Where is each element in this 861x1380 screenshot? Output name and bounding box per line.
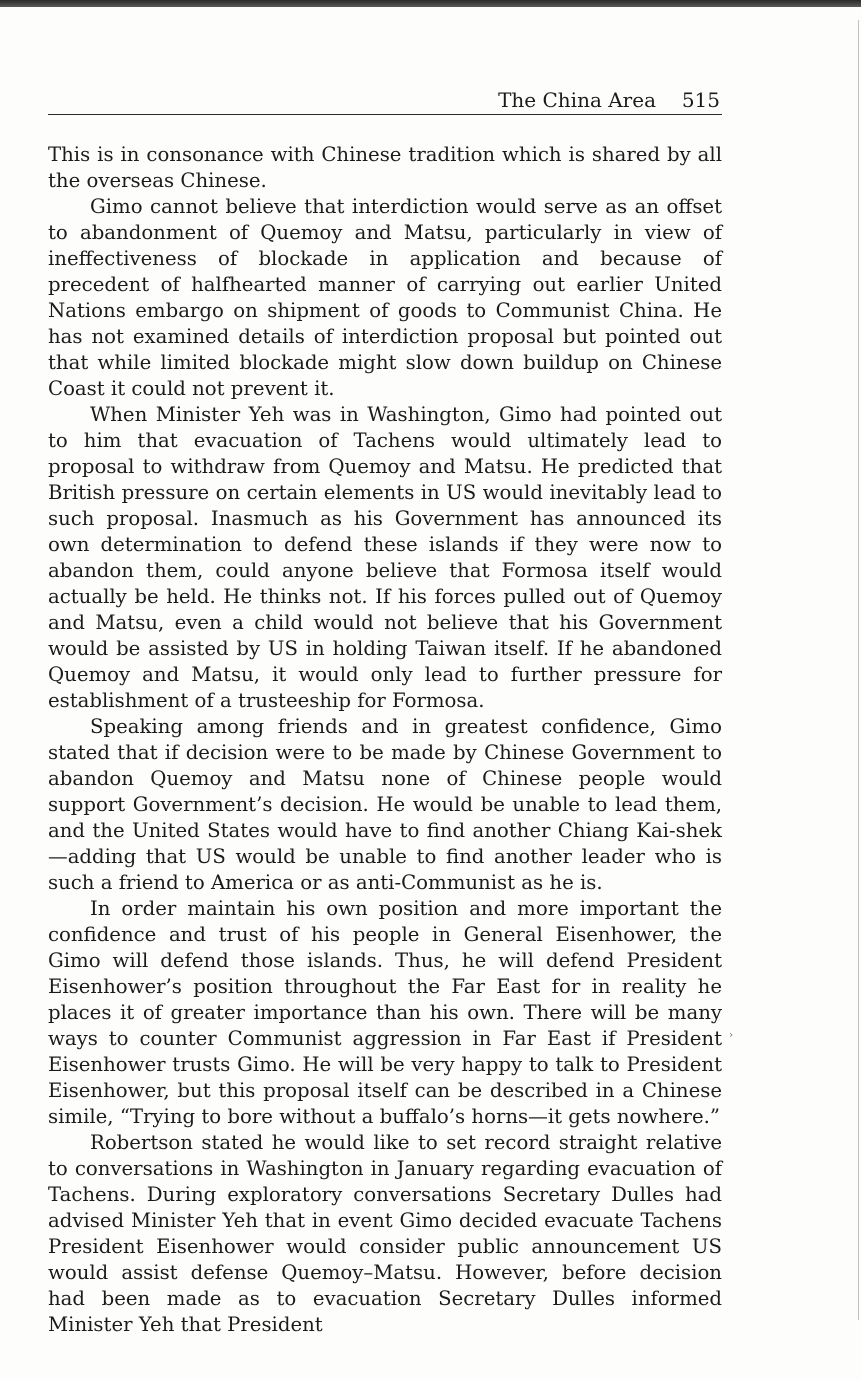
paragraph-3: When Minister Yeh was in Washington, Gimo had pointed out to him that evacuation of Tachens would ultimately lead to proposal to withdraw from Quemoy and Matsu. He predicted that British pressure on certain elements in US would inevitably lead to such proposal. Inasmuch as his Government has announced its own determination to defend these islands if they were now to abandon them, could anyone believe that Formosa itself would actually be held. He thinks not. If his forces pulled out of Quemoy and Matsu, even a child would not believe that his Government would be assisted by US in holding Taiwan itself. If he abandoned Quemoy and Matsu, it would only lead to further pressure for establishment of a trusteeship for Formosa.	[48, 403, 722, 712]
running-title: The China Area	[498, 88, 656, 112]
paragraph-4: Speaking among friends and in greatest confidence, Gimo stated that if decision were to be made by Chinese Government to abandon Quemoy and Matsu none of Chinese people would support Government’s decision. He would be unable to lead them, and the United States would have to find another Chiang Kai-shek—adding that US would be unable to find another leader who is such a friend to America or as anti-Communist as he is.	[48, 715, 722, 894]
paragraph-1: This is in consonance with Chinese tradition which is shared by all the overseas Chinese.	[48, 143, 722, 192]
scan-right-edge	[858, 20, 859, 1320]
paragraph-2: Gimo cannot believe that interdiction would serve as an offset to abandonment of Quemoy and Matsu, particularly in view of ineffectiveness of blockade in application and because of precedent of halfhearted manner of carrying out earlier United Nations embargo on shipment of goods to Communist China. He has not examined details of interdiction proposal but pointed out that while limited blockade might slow down buildup on Chinese Coast it could not prevent it.	[48, 195, 722, 400]
margin-mark-icon: ›	[729, 1030, 733, 1041]
running-header	[48, 86, 722, 115]
scan-top-edge	[0, 0, 861, 7]
body-text	[48, 142, 722, 1338]
page-number: 515	[681, 88, 720, 112]
paragraph-5: In order maintain his own position and more important the confidence and trust of his people in General Eisenhower, the Gimo will defend those islands. Thus, he will defend President Eisenhower’s position throughout the Far East for in reality he places it of greater importance than his own. There will be many ways to counter Communist aggression in Far East if President Eisenhower trusts Gimo. He will be very happy to talk to President Eisenhower, but this proposal itself can be described in a Chinese simile, “Trying to bore without a buffalo’s horns—it gets nowhere.”	[48, 897, 722, 1128]
paragraph-6: Robertson stated he would like to set record straight relative to conversations in Washington in January regarding evacuation of Tachens. During exploratory conversations Secretary Dulles had advised Minister Yeh that in event Gimo decided evacuate Tachens President Eisenhower would consider public announcement US would assist defense Quemoy–Matsu. However, before decision had been made as to evacuation Secretary Dulles informed Minister Yeh that President	[48, 1131, 722, 1336]
